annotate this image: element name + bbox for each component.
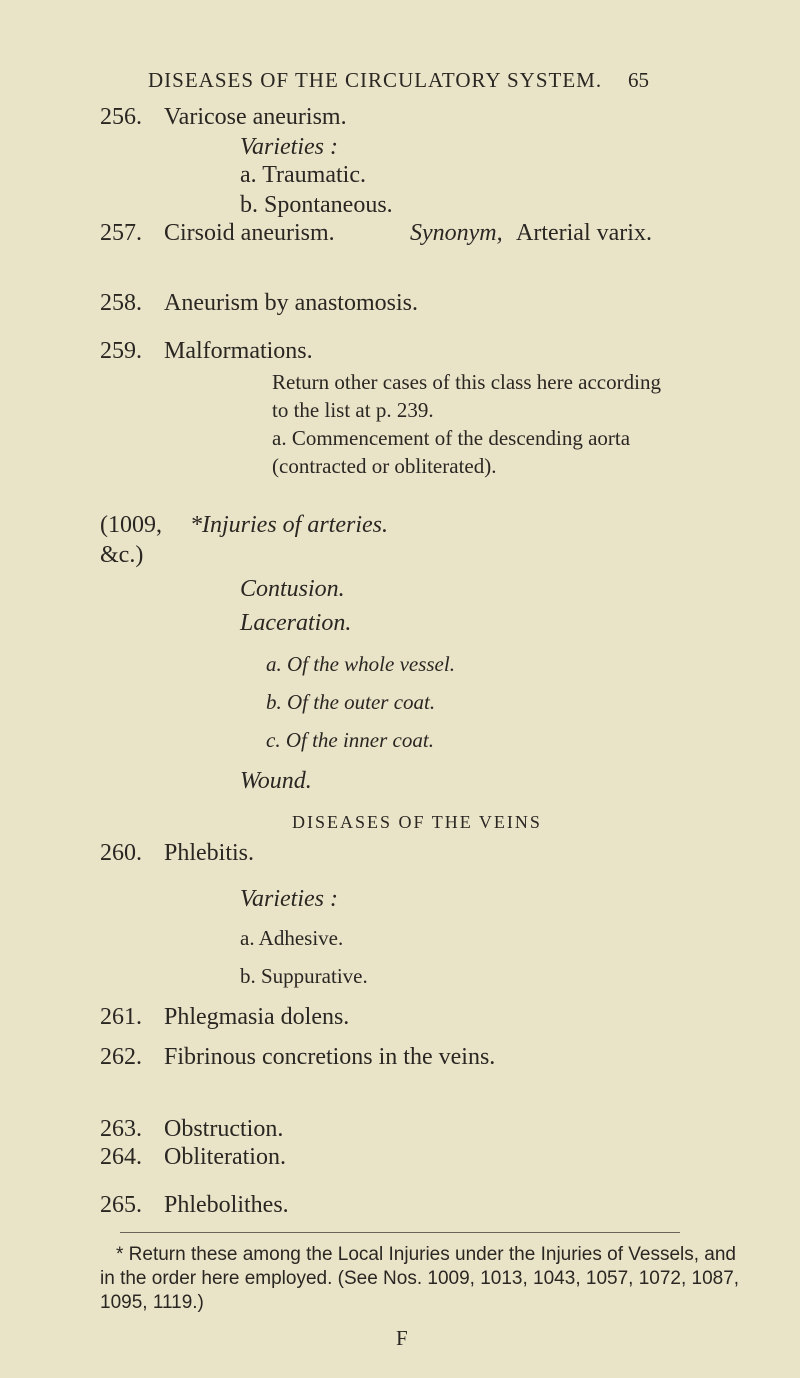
entry-number: 264.	[100, 1144, 142, 1170]
injury-type: Wound.	[240, 768, 312, 794]
entry-number: 258.	[100, 290, 142, 316]
entry-number: 265.	[100, 1192, 142, 1218]
synonym-text: Arterial varix.	[516, 220, 652, 246]
entry-title: Malformations.	[164, 338, 313, 364]
entry-title: Obliteration.	[164, 1144, 286, 1170]
note-text: Return other cases of this class here according	[272, 370, 661, 394]
footnote-line: * Return these among the Local Injuries under the Injuries of Vessels, and	[116, 1244, 736, 1265]
note-text: to the list at p. 239.	[272, 398, 434, 422]
entry-title: Cirsoid aneurism.	[164, 220, 335, 246]
entry-title: Phlebolithes.	[164, 1192, 289, 1218]
variety-item: a. Traumatic.	[240, 162, 366, 188]
injury-type: Laceration.	[240, 610, 352, 636]
entry-title: Aneurism by anastomosis.	[164, 290, 418, 316]
cross-reference: (1009,	[100, 512, 162, 538]
entry-title: Phlebitis.	[164, 840, 255, 866]
page-number: 65	[628, 68, 649, 92]
sub-item: c. Of the inner coat.	[266, 728, 434, 752]
entry-number: 261.	[100, 1004, 142, 1030]
varieties-heading: Varieties :	[240, 886, 338, 912]
synonym-label: Synonym,	[410, 220, 503, 246]
entry-title: Fibrinous concretions in the veins.	[164, 1044, 496, 1070]
variety-item: a. Adhesive.	[240, 926, 344, 950]
entry-number: 256.	[100, 104, 142, 130]
sub-item: a. Commencement of the descending aorta	[272, 426, 631, 450]
entry-number: 259.	[100, 338, 142, 364]
entry-title: Obstruction.	[164, 1116, 284, 1142]
injury-type: Contusion.	[240, 576, 345, 602]
footnote-rule	[120, 1232, 680, 1233]
entry-number: 257.	[100, 220, 142, 246]
variety-item: b. Spontaneous.	[240, 192, 393, 218]
sub-item: b. Of the outer coat.	[266, 690, 436, 714]
entry-title: Varicose aneurism.	[164, 104, 347, 130]
sub-item: a. Of the whole vessel.	[266, 652, 455, 676]
entry-number: 262.	[100, 1044, 142, 1070]
footnote-line: 1095, 1119.)	[100, 1292, 204, 1313]
footnote-line: in the order here employed. (See Nos. 1009, 1013, 1043, 1057, 1072, 1087,	[100, 1268, 740, 1289]
entry-title: Phlegmasia dolens.	[164, 1004, 350, 1030]
varieties-heading: Varieties :	[240, 134, 338, 160]
section-heading: DISEASES OF THE VEINS	[292, 812, 542, 832]
signature-mark: F	[396, 1326, 408, 1350]
cross-reference: &c.)	[100, 542, 144, 568]
entry-title: *Injuries of arteries.	[190, 512, 388, 538]
entry-number: 263.	[100, 1116, 142, 1142]
variety-item: b. Suppurative.	[240, 964, 368, 988]
sub-item: (contracted or obliterated).	[272, 454, 497, 478]
entry-number: 260.	[100, 840, 142, 866]
running-title: DISEASES OF THE CIRCULATORY SYSTEM.	[148, 68, 603, 92]
